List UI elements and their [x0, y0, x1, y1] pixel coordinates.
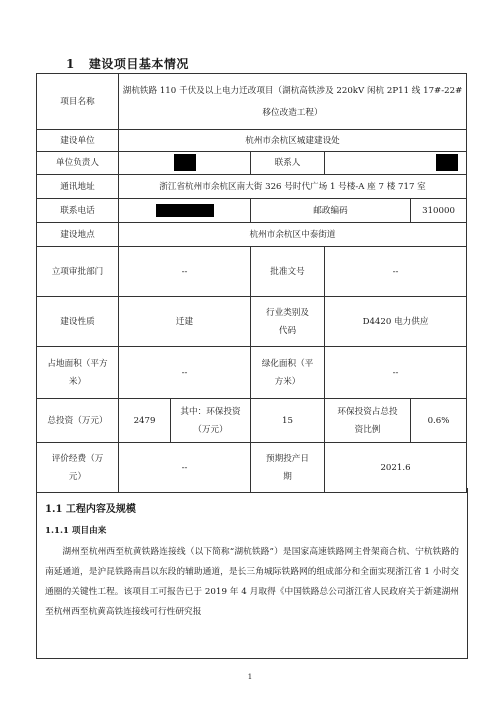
address-value: 浙江省杭州市余杭区南大街 326 号时代广场 1 号楼-A 座 7 楼 717 室	[119, 175, 467, 199]
table-row	[37, 399, 467, 443]
env-invest-label: 其中：环保投资（万元）	[171, 399, 251, 443]
redaction-block	[156, 204, 214, 217]
nature-label: 建设性质	[37, 297, 119, 347]
table-row	[37, 443, 467, 493]
contact-value	[325, 152, 467, 175]
body-paragraph: 湖州至杭州西至杭黄铁路连接线（以下简称“湖杭铁路”）是国家高速铁路网主骨架商合杭、宁杭铁路的南延通道，是沪昆铁路南昌以东段的辅助通道，是长三角城际铁路网的组成部分和全面实现浙江省 1 小时交通圈的关键性工程。该项目工可报告已于 2019 年 4 月取得《中国铁路总公司浙江省人民政府关于新建湖州至杭州西至杭黄高铁连接线可行性研究报	[45, 547, 459, 617]
table-row	[37, 223, 467, 247]
table-row	[37, 130, 467, 152]
table-row	[37, 199, 467, 223]
invest-value: 2479	[119, 399, 171, 443]
legal-label: 单位负责人	[37, 152, 119, 175]
area-label: 占地面积（平方米）	[37, 347, 119, 399]
table-row	[37, 297, 467, 347]
contact-label: 联系人	[251, 152, 325, 175]
nature-value: 迁建	[119, 297, 251, 347]
unit-value: 杭州市余杭区城建建设处	[119, 130, 467, 152]
section-title-text: 建设项目基本情况	[88, 57, 189, 71]
subsubsection-heading: 1.1.1 项目由来	[45, 526, 107, 536]
date-label: 预期投产日期	[251, 443, 325, 493]
table-row	[37, 247, 467, 297]
address-label: 通讯地址	[37, 175, 119, 199]
location-label: 建设地点	[37, 223, 119, 247]
redaction-block	[174, 154, 196, 171]
approval-label: 立项审批部门	[37, 247, 119, 297]
phone-value	[119, 199, 251, 223]
invest-label: 总投资（万元）	[37, 399, 119, 443]
postcode-label: 邮政编码	[251, 199, 411, 223]
industry-value: D4420 电力供应	[325, 297, 467, 347]
section-title	[66, 55, 189, 72]
section-number: 1	[66, 57, 75, 71]
fee-value: --	[119, 443, 251, 493]
env-invest-value: 15	[251, 399, 325, 443]
table-row	[37, 175, 467, 199]
postcode-value: 310000	[411, 199, 467, 223]
subsection-heading: 1.1 工程内容及规模	[45, 504, 136, 515]
project-info-table	[36, 73, 467, 493]
unit-label: 建设单位	[37, 130, 119, 152]
fee-label: 评价经费（万元）	[37, 443, 119, 493]
redaction-block	[436, 154, 458, 171]
table-row	[37, 347, 467, 399]
env-ratio-label: 环保投资占总投资比例	[325, 399, 411, 443]
location-value: 杭州市余杭区中泰街道	[119, 223, 467, 247]
approval-no-value: --	[325, 247, 467, 297]
project-name-value: 湖杭铁路 110 千伏及以上电力迁改项目（湖杭高铁涉及 220kV 闲杭 2P11 线 17#-22#移位改造工程）	[119, 74, 467, 130]
green-value: --	[325, 347, 467, 399]
table-row	[37, 152, 467, 175]
approval-value: --	[119, 247, 251, 297]
table-row	[37, 74, 467, 130]
env-ratio-value: 0.6%	[411, 399, 467, 443]
project-name-label: 项目名称	[37, 74, 119, 130]
project-content-section	[36, 488, 468, 659]
phone-label: 联系电话	[37, 199, 119, 223]
green-label: 绿化面积（平方米）	[251, 347, 325, 399]
approval-no-label: 批准文号	[251, 247, 325, 297]
industry-label: 行业类别及代码	[251, 297, 325, 347]
area-value: --	[119, 347, 251, 399]
date-value: 2021.6	[325, 443, 467, 493]
page-number: 1	[247, 673, 253, 681]
legal-value	[119, 152, 251, 175]
